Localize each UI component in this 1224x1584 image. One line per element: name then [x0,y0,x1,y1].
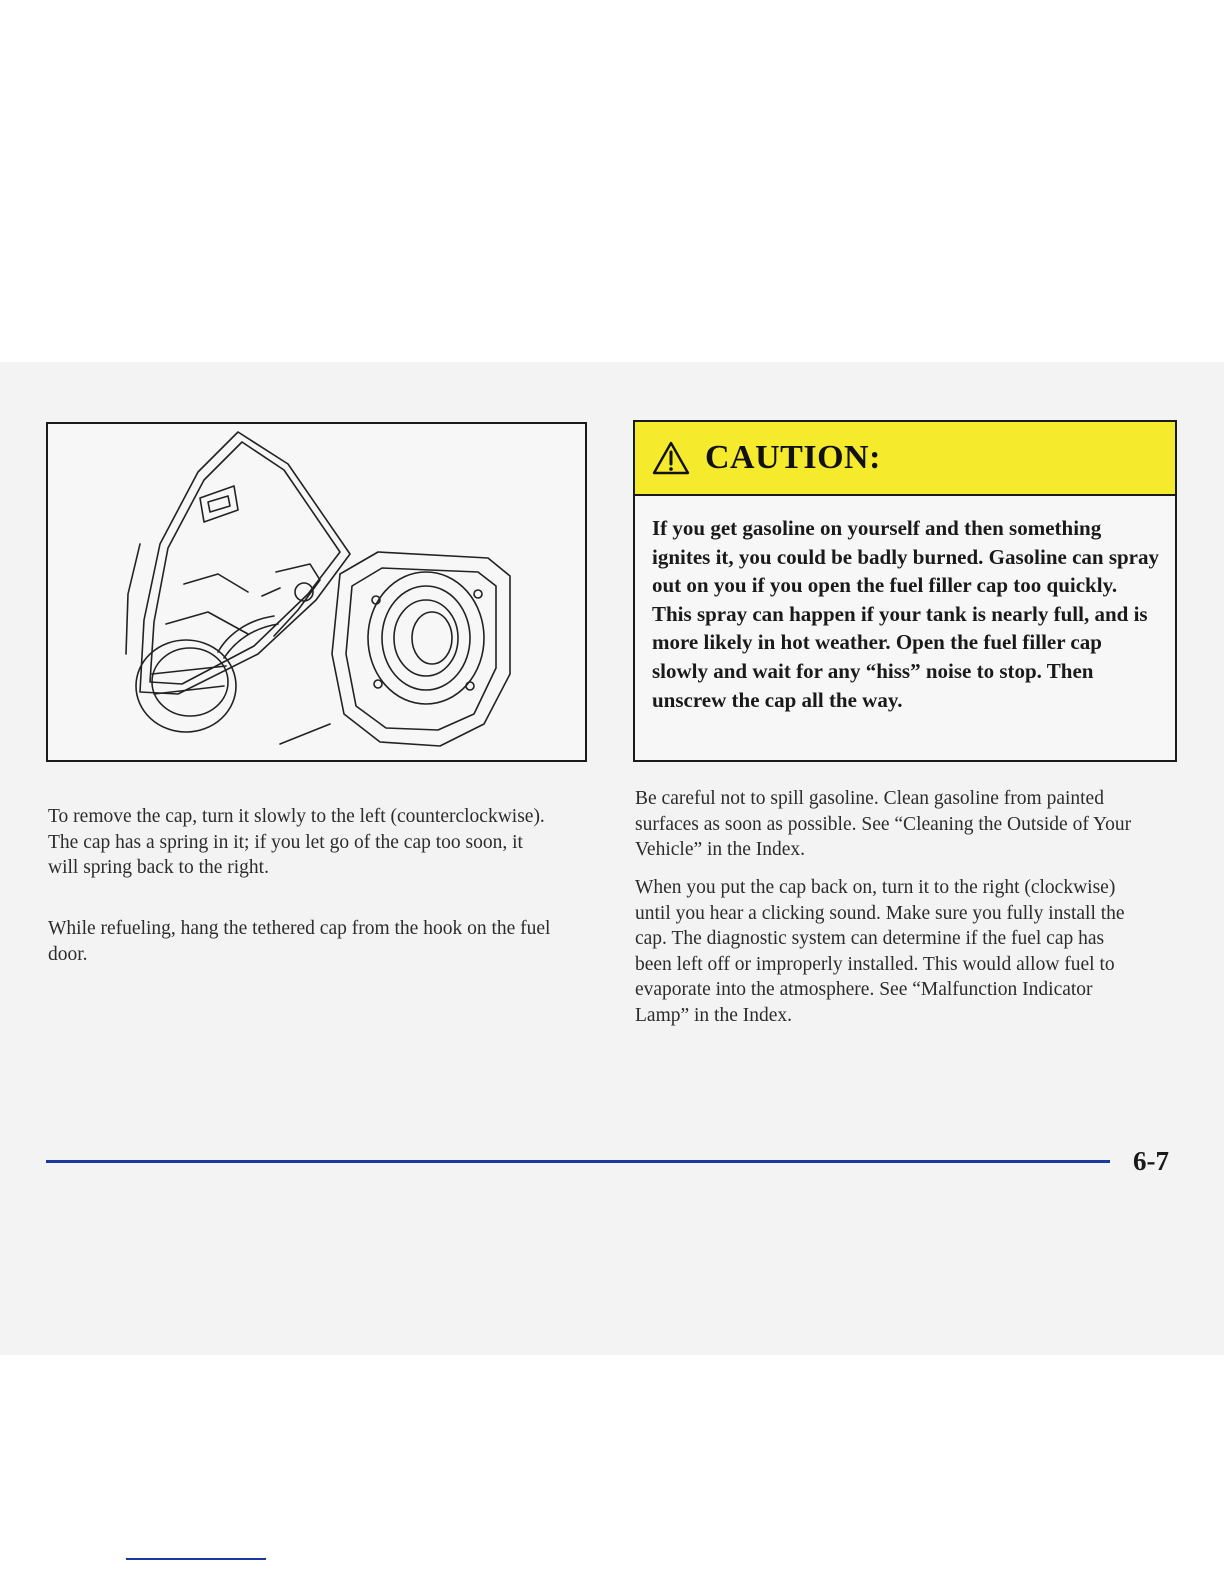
fuel-cap-illustration [46,422,587,762]
caution-title: CAUTION: [705,439,881,476]
page-number: 6-7 [1133,1146,1169,1176]
install-cap-paragraph: When you put the cap back on, turn it to the right (clockwise) until you hear a clicking sound. Make sure you fully install the cap. The diagnostic system can determine if the fuel cap has been left off or improperly installed. This would allow fuel to evaporate into the atmosphere. See “Malfunction Indicator Lamp” in the Index. [635,877,1125,1026]
refueling-paragraph: While refueling, hang the tethered cap from the hook on the fuel door. [48,918,551,965]
footer-rule [46,1160,1110,1163]
caution-header [635,422,1175,496]
remove-cap-paragraph: To remove the cap, turn it slowly to the left (counterclockwise). The cap has a spring in it; if you let go of the cap too soon, it will spring back to the right. [48,806,545,879]
warning-triangle-icon [651,440,691,476]
caution-text: If you get gasoline on yourself and then something ignites it, you could be badly burned. Gasoline can spray out on you if you open the fuel filler cap too quickly. This spray can happen if your tank is nearly full, and is more likely in hot weather. Open the fuel filler cap slowly and wait for any “hiss” noise to stop. Then unscrew the cap all the way. [652,516,1160,712]
caution-box [633,420,1177,762]
spill-paragraph: Be careful not to spill gasoline. Clean gasoline from painted surfaces as soon as possible. See “Cleaning the Outside of Your Vehicle” in the Index. [635,788,1132,861]
fuel-door-drawing [48,424,585,760]
bottom-rule [126,1558,266,1560]
